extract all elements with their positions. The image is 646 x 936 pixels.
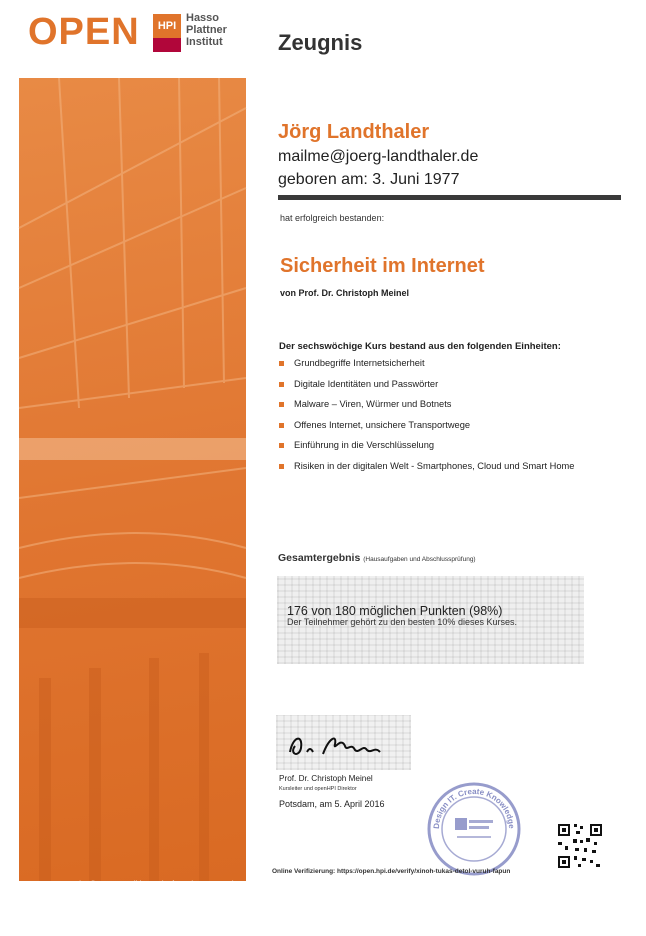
handwritten-signature <box>285 728 385 762</box>
result-top-note: Der Teilnehmer gehört zu den besten 10% dieses Kurses. <box>287 617 517 627</box>
participant-name: Jörg Landthaler <box>278 121 430 143</box>
logo-word: OPEN <box>28 11 140 53</box>
result-heading-label: Gesamtergebnis <box>278 552 361 564</box>
participant-email: mailme@joerg-landthaler.de <box>278 148 479 165</box>
course-title: Sicherheit im Internet <box>280 255 485 277</box>
building-photo <box>19 78 246 881</box>
units-intro: Der sechswöchige Kurs bestand aus den folgenden Einheiten: <box>279 341 561 352</box>
institute-line: Institut <box>186 36 223 48</box>
unit-item: Einführung in die Verschlüsselung <box>279 440 574 461</box>
verification-link[interactable]: Online Verifizierung: https://open.hpi.de/verify/xinoh-tukas-detol-vuruh-fapun <box>272 868 511 875</box>
document-title: Zeugnis <box>278 30 363 55</box>
unit-item: Risiken in der digitalen Welt - Smartphones, Cloud und Smart Home <box>279 461 574 482</box>
result-points: 176 von 180 möglichen Punkten (98%) <box>287 604 503 618</box>
verification-qr-code[interactable] <box>556 822 604 870</box>
hpi-seal-stamp <box>425 780 523 878</box>
stamp-text: Design IT. Create Knowledge <box>431 786 517 830</box>
unit-item: Digitale Identitäten und Passwörter <box>279 379 574 400</box>
result-heading-note: (Hausaufgaben und Abschlussprüfung) <box>363 556 476 563</box>
institute-line: Hasso <box>186 12 220 24</box>
sidebar-description: openHPI ist die Internet-Bildungsplattform des Hasso-Plattner-Instituts (HPI) für Softwaresystemtechnik GmbH. Das Hasso-Plattner-Institut ist ein An-Institut der Universität Potsdam. Im Mittelpunkt der universitären Lehre steht der praxisnahe und ingenieurwissenschaftlich orientierte Studiengang IT-Systems Engineering. <box>48 879 256 936</box>
hpi-badge-bar <box>153 38 181 52</box>
hpi-badge: HPI <box>153 14 181 38</box>
result-heading <box>278 552 476 564</box>
sidebar-photo-panel <box>19 78 256 936</box>
signer-role: Kursleiter und openHPI Direktor <box>279 786 357 792</box>
participant-birthdate: geboren am: 3. Juni 1977 <box>278 171 460 188</box>
units-list <box>279 358 574 482</box>
course-author: von Prof. Dr. Christoph Meinel <box>280 288 410 298</box>
place-date: Potsdam, am 5. April 2016 <box>279 799 385 809</box>
institute-name <box>186 12 266 48</box>
passed-label: hat erfolgreich bestanden: <box>280 213 385 223</box>
institute-line: Plattner <box>186 24 227 36</box>
signer-name: Prof. Dr. Christoph Meinel <box>279 774 373 783</box>
unit-item: Malware – Viren, Würmer und Botnets <box>279 399 574 420</box>
unit-item: Offenes Internet, unsichere Transportwege <box>279 420 574 441</box>
unit-item: Grundbegriffe Internetsicherheit <box>279 358 574 379</box>
divider-rule <box>278 195 621 200</box>
